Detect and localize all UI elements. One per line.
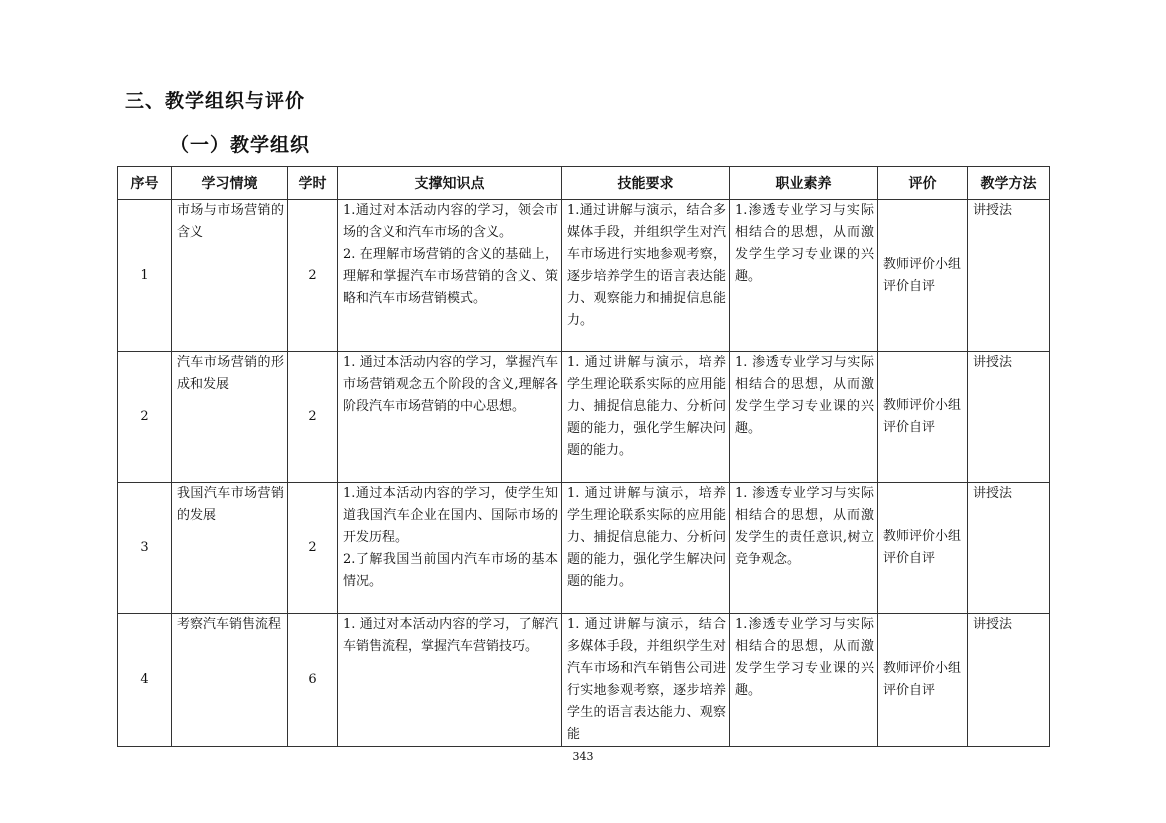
row-knowledge: 1.通过本活动内容的学习，使学生知道我国汽车企业在国内、国际市场的开发历程。 2.了解我国当前国内汽车市场的基本情况。 (338, 483, 562, 614)
row-num: 4 (118, 614, 172, 747)
header-cell-knowledge: 支撑知识点 (338, 167, 562, 200)
row-evaluation: 教师评价小组评价自评 (878, 200, 968, 352)
header-cell-skills: 技能要求 (562, 167, 730, 200)
row-skills: 1. 通过讲解与演示，培养学生理论联系实际的应用能力、捕捉信息能力、分析问题的能力，强化学生解决问题的能力。 (562, 352, 730, 483)
row-evaluation: 教师评价小组评价自评 (878, 483, 968, 614)
teaching-organization-table (117, 166, 1050, 747)
row-num: 3 (118, 483, 172, 614)
row-quality: 1.渗透专业学习与实际相结合的思想，从而激发学生学习专业课的兴趣。 (730, 614, 878, 747)
table-row (118, 200, 1050, 352)
section-title: 三、教学组织与评价 (125, 90, 306, 112)
row-method: 讲授法 (968, 352, 1050, 483)
row-knowledge: 1.通过对本活动内容的学习，领会市场的含义和汽车市场的含义。 2. 在理解市场营销的含义的基础上，理解和掌握汽车市场营销的含义、策略和汽车市场营销模式。 (338, 200, 562, 352)
row-num: 2 (118, 352, 172, 483)
row-situation: 我国汽车市场营销的发展 (172, 483, 288, 614)
header-cell-quality: 职业素养 (730, 167, 878, 200)
row-method: 讲授法 (968, 200, 1050, 352)
row-hours: 2 (288, 483, 338, 614)
row-method: 讲授法 (968, 614, 1050, 747)
row-knowledge: 1. 通过对本活动内容的学习，了解汽车销售流程，掌握汽车营销技巧。 (338, 614, 562, 747)
page-number: 343 (572, 750, 594, 763)
row-skills: 1.通过讲解与演示，结合多媒体手段，并组织学生对汽车市场进行实地参观考察，逐步培养学生的语言表达能力、观察能力和捕捉信息能力。 (562, 200, 730, 352)
subsection-title: （一）教学组织 (170, 134, 311, 156)
table-header-row (118, 167, 1050, 200)
row-hours: 6 (288, 614, 338, 747)
row-method: 讲授法 (968, 483, 1050, 614)
header-cell-num: 序号 (118, 167, 172, 200)
row-hours: 2 (288, 352, 338, 483)
table-row (118, 352, 1050, 483)
row-situation: 考察汽车销售流程 (172, 614, 288, 747)
row-situation: 汽车市场营销的形成和发展 (172, 352, 288, 483)
row-situation: 市场与市场营销的含义 (172, 200, 288, 352)
row-knowledge: 1. 通过本活动内容的学习，掌握汽车市场营销观念五个阶段的含义,理解各阶段汽车市场营销的中心思想。 (338, 352, 562, 483)
row-evaluation: 教师评价小组评价自评 (878, 614, 968, 747)
header-cell-hours: 学时 (288, 167, 338, 200)
row-hours: 2 (288, 200, 338, 352)
header-cell-situation: 学习情境 (172, 167, 288, 200)
table-row (118, 483, 1050, 614)
row-skills: 1. 通过讲解与演示，培养学生理论联系实际的应用能力、捕捉信息能力、分析问题的能力，强化学生解决问题的能力。 (562, 483, 730, 614)
table-row (118, 614, 1050, 747)
header-cell-evaluation: 评价 (878, 167, 968, 200)
row-evaluation: 教师评价小组评价自评 (878, 352, 968, 483)
row-quality: 1.渗透专业学习与实际相结合的思想，从而激发学生学习专业课的兴趣。 (730, 200, 878, 352)
row-num: 1 (118, 200, 172, 352)
row-quality: 1. 渗透专业学习与实际相结合的思想，从而激发学生学习专业课的兴趣。 (730, 352, 878, 483)
row-skills: 1. 通过讲解与演示，结合多媒体手段，并组织学生对汽车市场和汽车销售公司进行实地参观考察，逐步培养学生的语言表达能力、观察能 (562, 614, 730, 747)
row-quality: 1. 渗透专业学习与实际相结合的思想，从而激发学生的责任意识,树立竞争观念。 (730, 483, 878, 614)
header-cell-method: 教学方法 (968, 167, 1050, 200)
